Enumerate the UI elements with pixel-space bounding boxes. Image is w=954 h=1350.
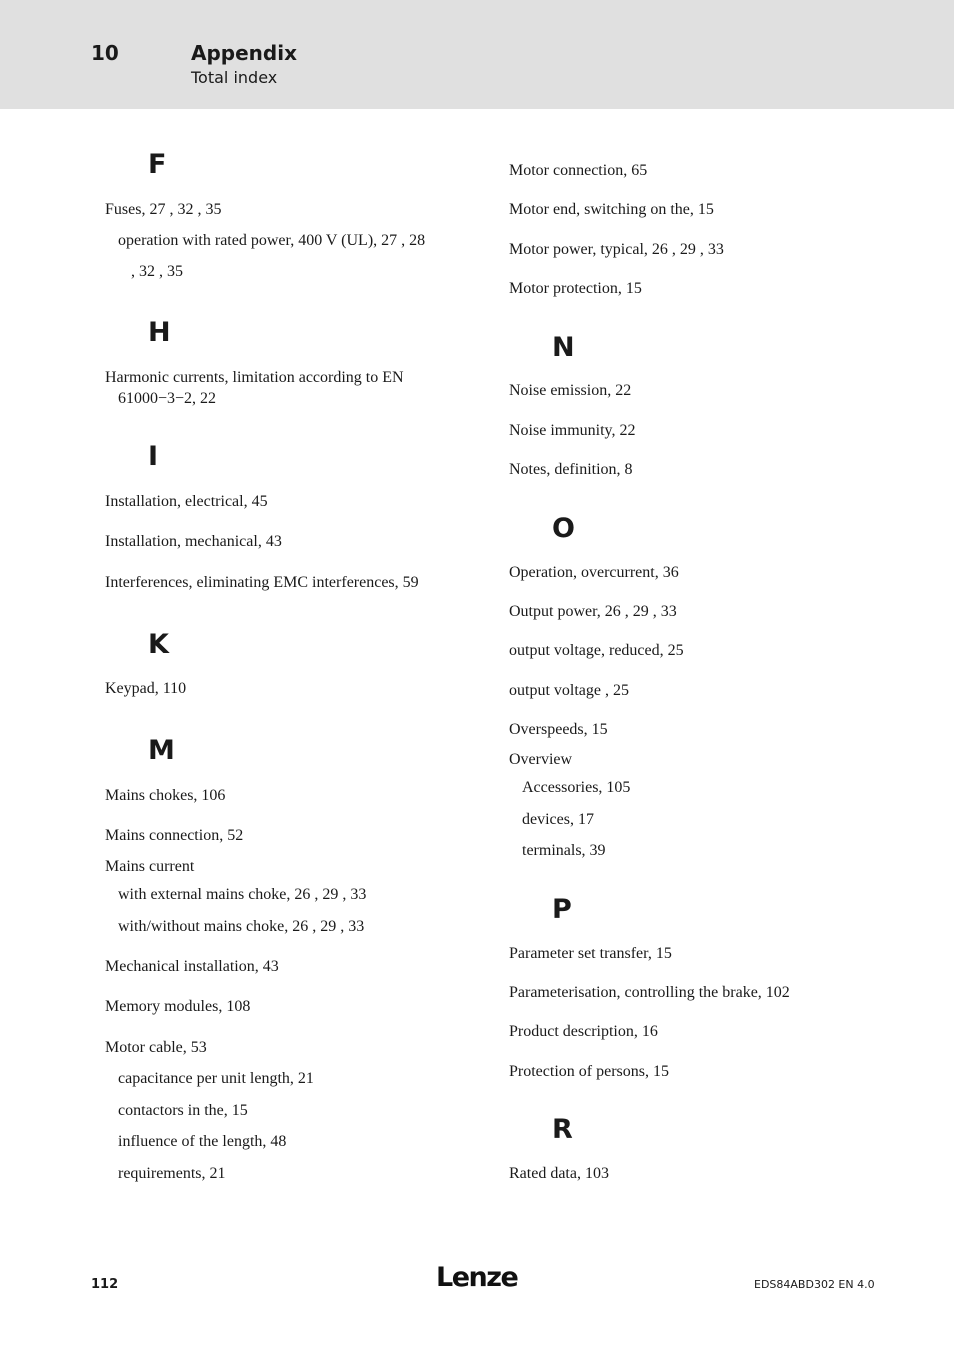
- index-entry: Parameterisation, controlling the brake, 102: [509, 984, 790, 1001]
- index-entry: Mains chokes, 106: [105, 787, 226, 804]
- index-entry: Operation, overcurrent, 36: [509, 564, 679, 581]
- chapter-subtitle: Total index: [191, 68, 278, 87]
- index-entry: Motor cable, 53: [105, 1039, 207, 1056]
- index-entry: Product description, 16: [509, 1023, 658, 1040]
- index-entry: Protection of persons, 15: [509, 1063, 669, 1080]
- index-letter-h: H: [148, 317, 171, 348]
- index-subentry: terminals, 39: [522, 842, 606, 859]
- index-letter-p: P: [552, 894, 572, 925]
- index-subentry: with/without mains choke, 26 , 29 , 33: [118, 918, 365, 935]
- index-entry: Overspeeds, 15: [509, 721, 608, 738]
- index-entry: Installation, mechanical, 43: [105, 533, 282, 550]
- index-entry: Mains connection, 52: [105, 827, 244, 844]
- index-letter-i: I: [148, 441, 159, 472]
- index-entry: Harmonic currents, limitation according to EN: [105, 369, 404, 386]
- index-letter-r: R: [552, 1114, 573, 1145]
- index-entry: Overview: [509, 751, 573, 768]
- index-entry: output voltage, reduced, 25: [509, 642, 684, 659]
- index-subentry: influence of the length, 48: [118, 1133, 287, 1150]
- lenze-logo: Lenze: [436, 1262, 518, 1293]
- index-entry: Mains current: [105, 858, 195, 875]
- index-subentry-continued: , 32 , 35: [131, 263, 183, 280]
- index-subentry: contactors in the, 15: [118, 1102, 248, 1119]
- index-subentry: requirements, 21: [118, 1165, 226, 1182]
- index-entry: Memory modules, 108: [105, 998, 251, 1015]
- document-id: EDS84ABD302 EN 4.0: [754, 1278, 875, 1291]
- index-entry: Installation, electrical, 45: [105, 493, 268, 510]
- index-letter-o: O: [552, 513, 575, 544]
- index-letter-f: F: [148, 149, 167, 180]
- index-entry: Motor protection, 15: [509, 280, 642, 297]
- index-subentry: Accessories, 105: [522, 779, 631, 796]
- index-entry: Interferences, eliminating EMC interferences, 59: [105, 574, 419, 591]
- index-entry: Motor connection, 65: [509, 162, 648, 179]
- index-entry: Notes, definition, 8: [509, 461, 633, 478]
- index-subentry: capacitance per unit length, 21: [118, 1070, 314, 1087]
- chapter-title: Appendix: [191, 41, 297, 65]
- index-entry: Output power, 26 , 29 , 33: [509, 603, 677, 620]
- index-entry: Noise immunity, 22: [509, 422, 636, 439]
- index-entry: Noise emission, 22: [509, 382, 632, 399]
- index-entry: Keypad, 110: [105, 680, 187, 697]
- index-subentry: operation with rated power, 400 V (UL), 27 , 28: [118, 232, 426, 249]
- page-number: 112: [91, 1277, 119, 1292]
- index-entry: Motor end, switching on the, 15: [509, 201, 714, 218]
- index-entry: Parameter set transfer, 15: [509, 945, 672, 962]
- index-letter-n: N: [552, 332, 575, 363]
- index-entry: Motor power, typical, 26 , 29 , 33: [509, 241, 724, 258]
- index-entry: Fuses, 27 , 32 , 35: [105, 201, 222, 218]
- index-subentry: with external mains choke, 26 , 29 , 33: [118, 886, 367, 903]
- index-letter-k: K: [148, 629, 169, 660]
- index-entry: Mechanical installation, 43: [105, 958, 279, 975]
- chapter-number: 10: [91, 41, 119, 65]
- index-letter-m: M: [148, 735, 175, 766]
- index-subentry: devices, 17: [522, 811, 594, 828]
- index-entry: Rated data, 103: [509, 1165, 609, 1182]
- index-entry: output voltage , 25: [509, 682, 629, 699]
- index-entry-continued: 61000−3−2, 22: [118, 390, 217, 407]
- page-header: [0, 0, 954, 109]
